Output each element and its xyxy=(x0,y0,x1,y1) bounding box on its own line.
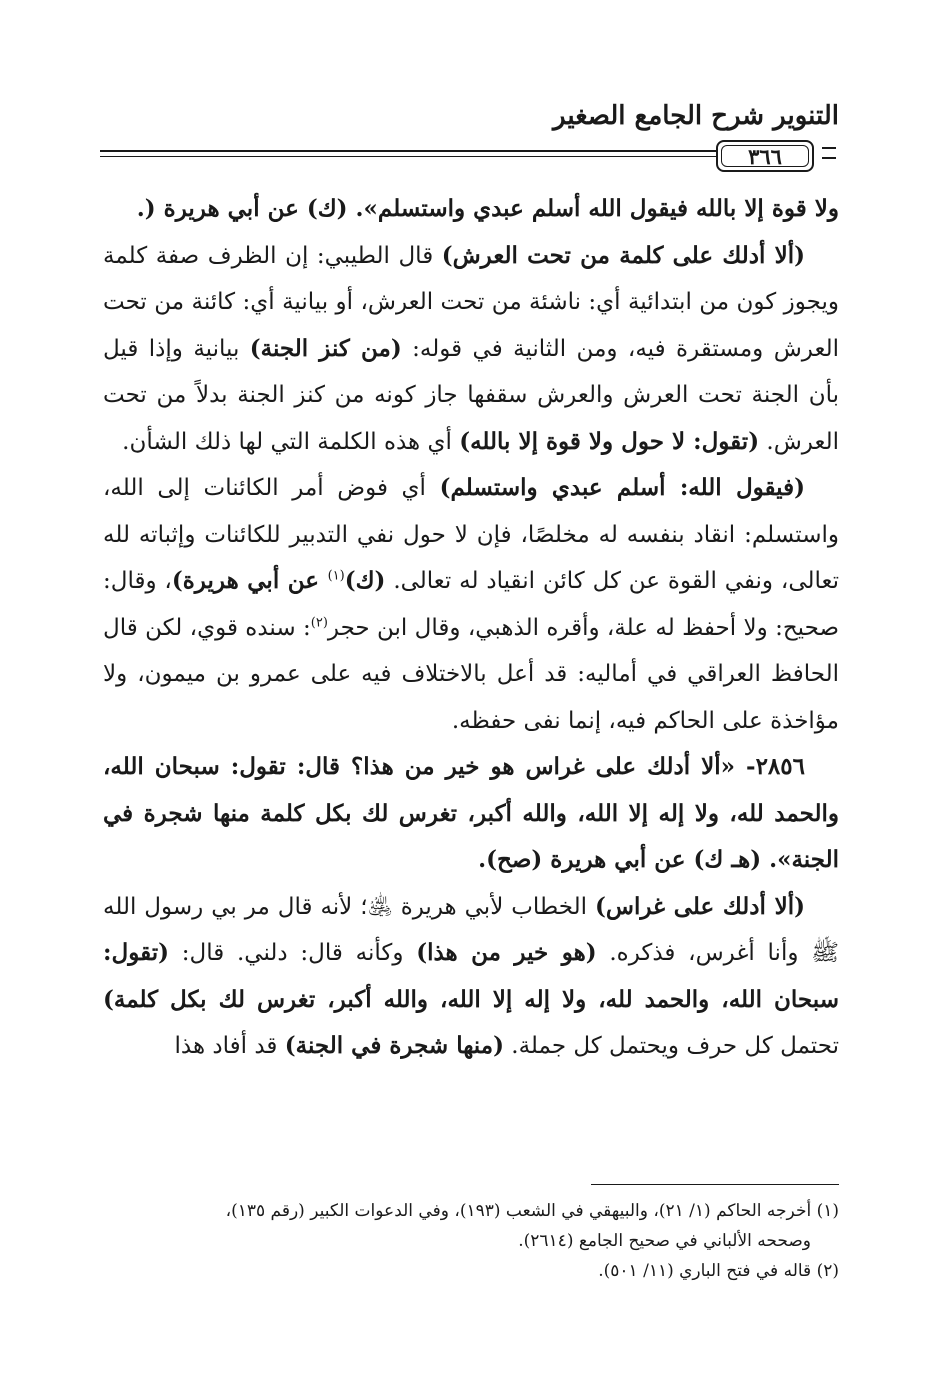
main-text xyxy=(103,186,839,1070)
quoted-phrase: (هو خير من هذا) xyxy=(416,939,597,966)
quoted-phrase: (منها شجرة في الجنة) xyxy=(284,1032,504,1059)
footnote-1 xyxy=(103,1196,839,1256)
commentary-text: تحتمل كل حرف ويحتمل كل جملة. xyxy=(503,1033,839,1059)
page-number-box xyxy=(716,140,814,172)
paragraph-commentary-1 xyxy=(103,233,839,466)
footnote-ref-1[interactable]: (١) xyxy=(327,568,345,584)
commentary-text: ، وقال: صحيح: ولا أحفظ له علة، وأقره الذهبي، وقال ابن حجر xyxy=(103,568,839,641)
header-rule-thick xyxy=(100,150,716,152)
paragraph-hadith-end xyxy=(103,186,839,233)
hadith-text: ٢٨٥٦- «ألا أدلك على غراس هو خير من هذا؟ قال: تقول: سبحان الله، والحمد لله، ولا إله إلا الله، والله أكبر، تغرس لك بكل كلمة منها شجرة في الجنة». (هـ ك) عن أبي هريرة (صح). xyxy=(103,753,839,873)
header-rule-thin xyxy=(100,156,716,157)
commentary-text: أي هذه الكلمة التي لها ذلك الشأن. xyxy=(122,428,460,455)
narrator-name: عن أبي هريرة) xyxy=(171,567,328,594)
header-dash-mark xyxy=(822,147,836,159)
footnote-1-line-1: (١) أخرجه الحاكم (١/ ٢١)، والبيهقي في الشعب (١٩٣)، وفي الدعوات الكبير (رقم ١٣٥)، xyxy=(225,1201,839,1221)
commentary-text: بيانية وإذا قيل بأن الجنة تحت العرش والعرش سقفها جاز كونه من كنز الجنة بدلاً من تحت العرش. xyxy=(103,335,839,455)
quoted-phrase: (من كنز الجنة) xyxy=(249,334,402,362)
footnote-1-line-2: وصححه الألباني في صحيح الجامع (٢٦١٤). xyxy=(518,1231,811,1251)
paragraph-hadith-2856 xyxy=(103,744,839,884)
footnote-2-line-1: (٢) قاله في فتح الباري (١١/ ٥٠١). xyxy=(598,1261,839,1281)
source-code: (ك) xyxy=(344,567,386,594)
quoted-phrase: (فيقول الله: أسلم عبدي واستسلم) xyxy=(439,474,805,501)
footnote-2 xyxy=(103,1256,839,1286)
running-title: التنوير شرح الجامع الصغير xyxy=(553,101,839,131)
header-rule xyxy=(100,140,836,170)
commentary-text: وكأنه قال: دلني. قال: xyxy=(169,940,417,966)
paragraph-commentary-3 xyxy=(103,884,839,1070)
quoted-phrase: (تقول: سبحان الله، والحمد لله، ولا إله إلا الله، والله أكبر، تغرس لك بكل كلمة) xyxy=(103,939,839,1013)
commentary-text: قد أفاد هذا xyxy=(174,1033,285,1059)
commentary-text: الخطاب لأبي هريرة ﵁؛ لأنه قال مر بي رسول الله ﷺ وأنا أغرس، فذكره. xyxy=(103,893,839,966)
commentary-text: : سنده قوي، لكن قال الحافظ العراقي في أماليه: قد أعل بالاختلاف فيه على عمرو بن ميمون، ولا مؤاخذة على الحاكم فيه، إنما نفى حفظه. xyxy=(103,614,839,734)
quoted-phrase: (ألا أدلك على كلمة من تحت العرش) xyxy=(441,241,805,269)
hadith-text: ولا قوة إلا بالله فيقول الله أسلم عبدي واستسلم». (ك) عن أبي هريرة (. xyxy=(136,195,839,222)
footnote-ref-2[interactable]: (٢) xyxy=(310,614,328,630)
footnote-separator xyxy=(591,1184,839,1185)
footnotes xyxy=(103,1196,839,1286)
quoted-phrase: (ألا أدلك على غراس) xyxy=(595,892,805,920)
commentary-text: أي فوض أمر الكائنات إلى الله، واستسلم: انقاد بنفسه له مخلصًا، فإن لا حول نفي التدبير للكائنات وإثباته لله تعالى، ونفي القوة عن كل كائن انقياد له تعالى. xyxy=(103,475,839,594)
paragraph-commentary-2 xyxy=(103,465,839,744)
page-number: ٣٦٦ xyxy=(748,143,782,169)
quoted-phrase: (تقول: لا حول ولا قوة إلا بالله) xyxy=(459,427,760,455)
commentary-text: قال الطيبي: إن الظرف صفة كلمة ويجوز كون من ابتدائية أي: ناشئة من تحت العرش، أو بيانية أي: كائنة من تحت العرش ومستقرة فيه، ومن الثانية في قوله: xyxy=(103,242,839,362)
